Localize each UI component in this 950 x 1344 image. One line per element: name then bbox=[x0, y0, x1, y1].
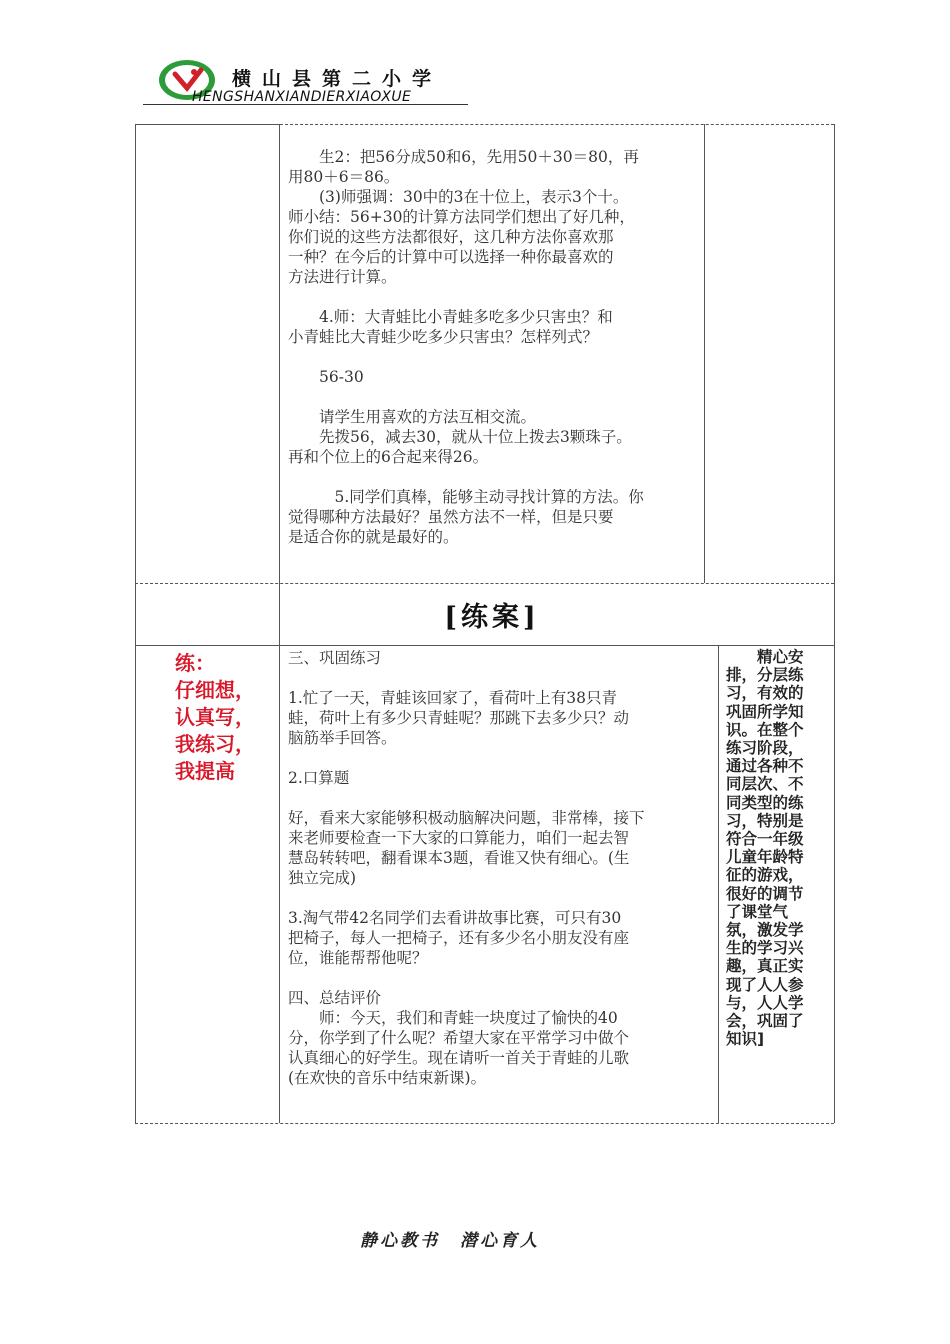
text-line: 2.口算题 bbox=[288, 769, 350, 787]
text-line: 是适合你的就是最好的。 bbox=[288, 528, 459, 546]
text-line: 位，谁能帮帮他呢？ bbox=[288, 949, 428, 967]
note-line: 符合一年级 bbox=[726, 830, 804, 849]
text-line: 来老师要检查一下大家的口算能力，咱们一起去智 bbox=[288, 829, 630, 847]
table-right-border bbox=[834, 124, 835, 1123]
column-divider-2-upper bbox=[704, 124, 705, 583]
text-line: 小青蛙比大青蛙少吃多少只害虫？怎样列式？ bbox=[288, 328, 599, 346]
note-line: 趣，真正实 bbox=[726, 957, 804, 976]
title-row-divider bbox=[135, 645, 834, 646]
header-rule bbox=[143, 104, 468, 105]
text-line: 认真细心的好学生。现在请听一首关于青蛙的儿歌 bbox=[288, 1049, 630, 1067]
note-line: 精心安 bbox=[726, 648, 804, 666]
practice-cell bbox=[288, 648, 716, 1088]
motto-line: 仔细想， bbox=[175, 678, 255, 702]
note-line: 同层次、不 bbox=[726, 775, 804, 794]
note-line: 儿童年龄特 bbox=[726, 848, 804, 867]
note-line: 氛，激发学 bbox=[726, 921, 804, 940]
text-line: 分，你学到了什么呢？希望大家在平常学习中做个 bbox=[288, 1029, 630, 1047]
text-line: 慧岛转转吧，翻看课本3题，看谁又快有细心。(生 bbox=[288, 849, 630, 867]
note-line: 征的游戏， bbox=[726, 866, 804, 885]
note-line: 排，分层练 bbox=[726, 666, 804, 685]
text-line: 请学生用喜欢的方法互相交流。 bbox=[288, 408, 537, 426]
note-line: 巩固所学知 bbox=[726, 702, 804, 721]
note-line: 通过各种不 bbox=[726, 757, 804, 776]
note-line: 习，有效的 bbox=[726, 684, 804, 703]
footer-motto: 静心教书 潜心育人 bbox=[360, 1231, 540, 1251]
text-line: 56-30 bbox=[288, 368, 364, 386]
table-top-border bbox=[280, 124, 834, 125]
motto-line: 我练习， bbox=[175, 732, 255, 756]
note-line: 与，人人学 bbox=[726, 993, 804, 1012]
note-line: 现了人人参 bbox=[726, 975, 804, 994]
note-line: 练习阶段， bbox=[726, 739, 804, 758]
section-title: [练案] bbox=[444, 602, 540, 633]
text-line: 觉得哪种方法最好？虽然方法不一样，但是只要 bbox=[288, 508, 614, 526]
text-line: 3.淘气带42名同学们去看讲故事比赛，可只有30 bbox=[288, 909, 622, 927]
text-line: 师小结：56+30的计算方法同学们想出了好几种， bbox=[288, 208, 635, 226]
column-divider-2-lower bbox=[718, 645, 719, 1123]
school-name-pinyin: HENGSHANXIANDIERXIAOXUE bbox=[192, 89, 412, 105]
note-line: 很好的调节 bbox=[726, 884, 804, 903]
note-line: 会，巩固了 bbox=[726, 1012, 804, 1031]
text-line: 独立完成) bbox=[288, 869, 357, 887]
motto-line: 练： bbox=[175, 651, 215, 675]
text-line: 好，看来大家能够积极动脑解决问题，非常棒，接下 bbox=[288, 809, 645, 827]
text-line: 三、巩固练习 bbox=[288, 649, 382, 667]
text-line: 方法进行计算。 bbox=[288, 268, 397, 286]
motto-line: 认真写， bbox=[175, 705, 255, 729]
text-line: 一种？在今后的计算中可以选择一种你最喜欢的 bbox=[288, 248, 614, 266]
text-line: 把椅子，每人一把椅子，还有多少名小朋友没有座 bbox=[288, 929, 630, 947]
text-line: 四、总结评价 bbox=[288, 989, 382, 1007]
text-line: 5.同学们真棒，能够主动寻找计算的方法。你 bbox=[288, 488, 644, 506]
text-line: 师：今天，我们和青蛙一块度过了愉快的40 bbox=[288, 1009, 618, 1027]
design-intent-note bbox=[726, 648, 826, 1048]
text-line: (3)师强调：30中的3在十位上，表示3个十。 bbox=[288, 188, 629, 206]
note-line: 习，特别是 bbox=[726, 811, 804, 830]
note-line: 生的学习兴 bbox=[726, 939, 804, 958]
row-divider bbox=[135, 583, 834, 584]
note-line: 知识] bbox=[726, 1030, 765, 1049]
teaching-process-cell bbox=[288, 147, 700, 547]
table-top-border-left bbox=[135, 124, 280, 125]
table-bottom-border bbox=[135, 1123, 834, 1124]
practice-motto bbox=[175, 650, 255, 785]
text-line: (在欢快的音乐中结束新课)。 bbox=[288, 1069, 487, 1087]
note-line: 同类型的练 bbox=[726, 793, 804, 812]
text-line: 先拨56，减去30，就从十位上拨去3颗珠子。 bbox=[288, 428, 632, 446]
school-name-cn: 横山县第二小学 bbox=[232, 68, 443, 90]
motto-line: 我提高 bbox=[175, 759, 235, 783]
table-left-border bbox=[135, 124, 136, 1123]
text-line: 蛙，荷叶上有多少只青蛙呢？那跳下去多少只？动 bbox=[288, 709, 630, 727]
text-line: 1.忙了一天，青蛙该回家了，看荷叶上有38只青 bbox=[288, 689, 618, 707]
text-line: 生2：把56分成50和6，先用50＋30＝80，再 bbox=[288, 148, 639, 166]
text-line: 再和个位上的6合起来得26。 bbox=[288, 448, 489, 466]
note-line: 了课堂气 bbox=[726, 902, 789, 921]
text-line: 脑筋举手回答。 bbox=[288, 729, 397, 747]
text-line: 你们说的这些方法都很好，这几种方法你喜欢那 bbox=[288, 228, 614, 246]
text-line: 用80＋6＝86。 bbox=[288, 168, 400, 186]
note-line: 识。在整个 bbox=[726, 720, 804, 739]
text-line: 4.师：大青蛙比小青蛙多吃多少只害虫？和 bbox=[288, 308, 613, 326]
